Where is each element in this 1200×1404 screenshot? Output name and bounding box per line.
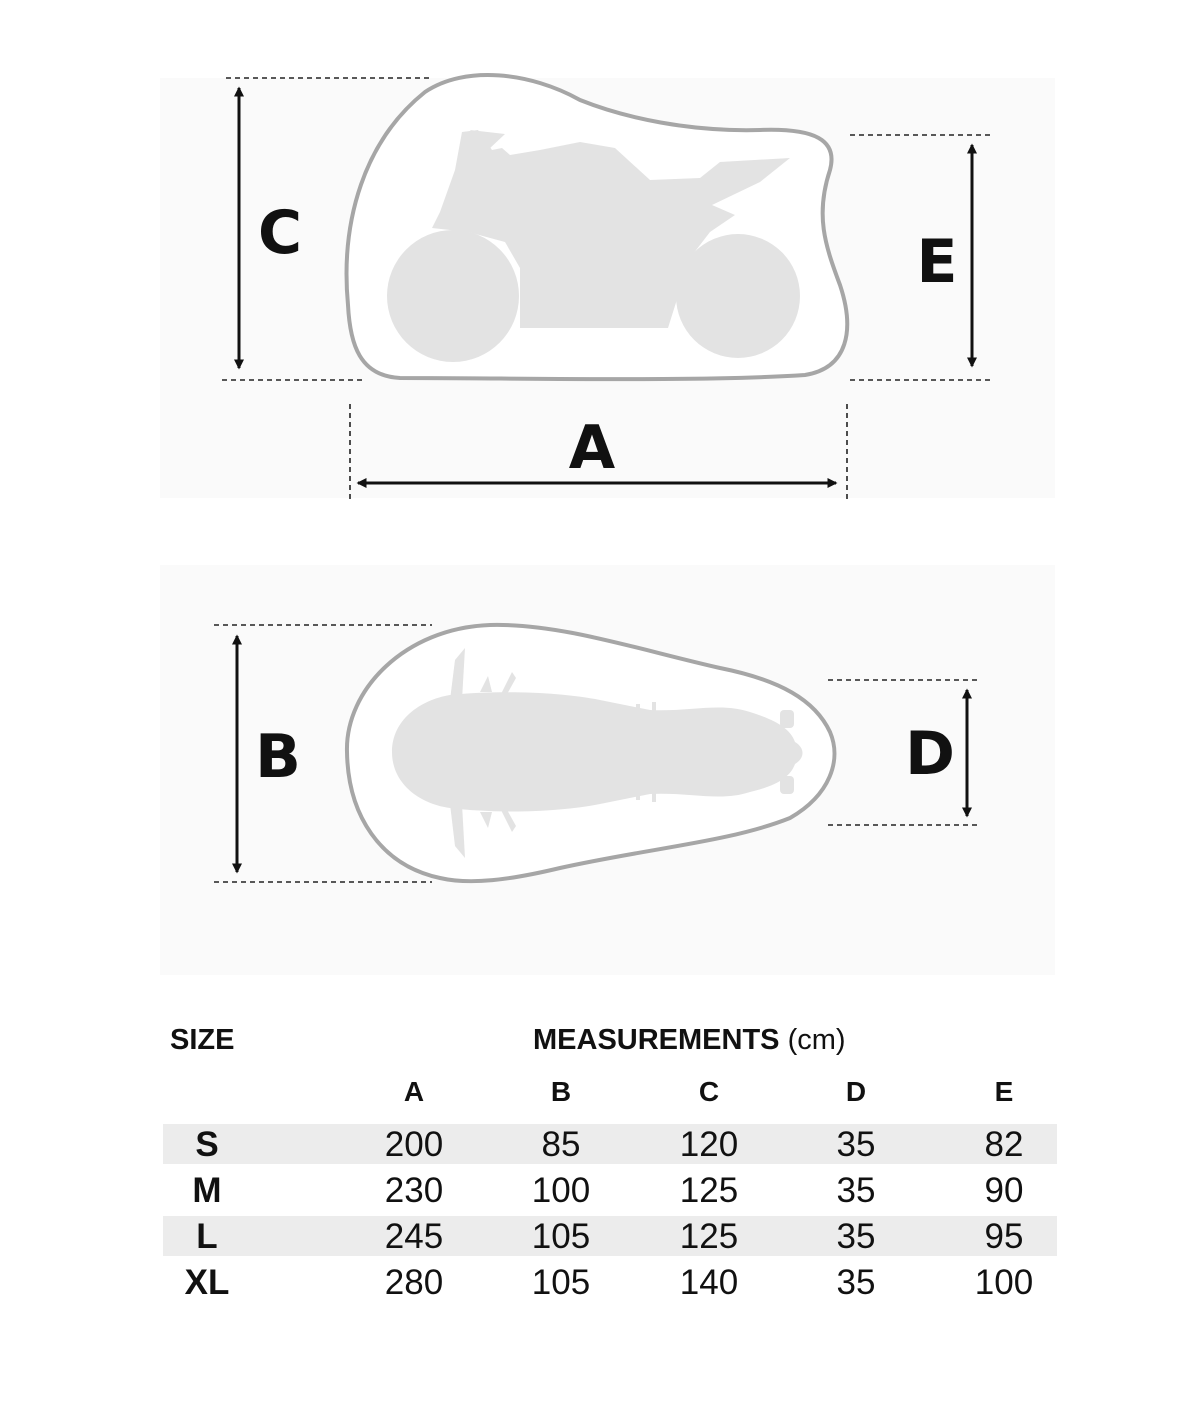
value-cell-b: 105	[531, 1263, 591, 1302]
value-cell-a: 200	[384, 1125, 444, 1164]
table-row	[163, 1124, 1057, 1164]
label-d: D	[905, 719, 955, 789]
value-cell-a: 280	[384, 1263, 444, 1302]
value-cell-d: 35	[836, 1263, 876, 1302]
size-header: SIZE	[170, 1024, 235, 1056]
value-cell-d: 35	[836, 1171, 876, 1210]
value-cell-d: 35	[836, 1217, 876, 1256]
label-b: B	[255, 722, 301, 792]
value-cell-c: 125	[679, 1171, 739, 1210]
size-table	[163, 1020, 1057, 1308]
value-cell-b: 100	[531, 1171, 591, 1210]
size-cell: S	[195, 1125, 219, 1164]
value-cell-a: 245	[384, 1217, 444, 1256]
label-c: C	[257, 198, 303, 268]
table-row	[163, 1262, 1057, 1302]
column-header-row	[163, 1060, 1057, 1124]
measurements-header	[533, 1024, 846, 1057]
column-header-a: A	[403, 1076, 425, 1107]
measurements-title: MEASUREMENTS	[533, 1024, 780, 1056]
value-cell-c: 120	[679, 1125, 739, 1164]
value-cell-c: 125	[679, 1217, 739, 1256]
label-a: A	[568, 413, 616, 483]
column-header-d: D	[845, 1076, 867, 1107]
value-cell-c: 140	[679, 1263, 739, 1302]
value-cell-e: 90	[984, 1171, 1024, 1210]
value-cell-a: 230	[384, 1171, 444, 1210]
table-row	[163, 1216, 1057, 1256]
measurements-unit: (cm)	[787, 1024, 846, 1056]
table-row	[163, 1170, 1057, 1210]
column-header-c: C	[698, 1076, 720, 1107]
table-header-row	[163, 1020, 1057, 1060]
value-cell-e: 100	[974, 1263, 1034, 1302]
value-cell-e: 95	[984, 1217, 1024, 1256]
column-header-b: B	[550, 1076, 572, 1107]
column-header-e: E	[994, 1076, 1014, 1107]
value-cell-e: 82	[984, 1125, 1024, 1164]
size-cell: M	[192, 1171, 222, 1210]
label-e: E	[916, 227, 958, 297]
size-cell: L	[196, 1217, 218, 1256]
size-cell: XL	[184, 1263, 230, 1302]
value-cell-b: 85	[541, 1125, 581, 1164]
value-cell-d: 35	[836, 1125, 876, 1164]
value-cell-b: 105	[531, 1217, 591, 1256]
